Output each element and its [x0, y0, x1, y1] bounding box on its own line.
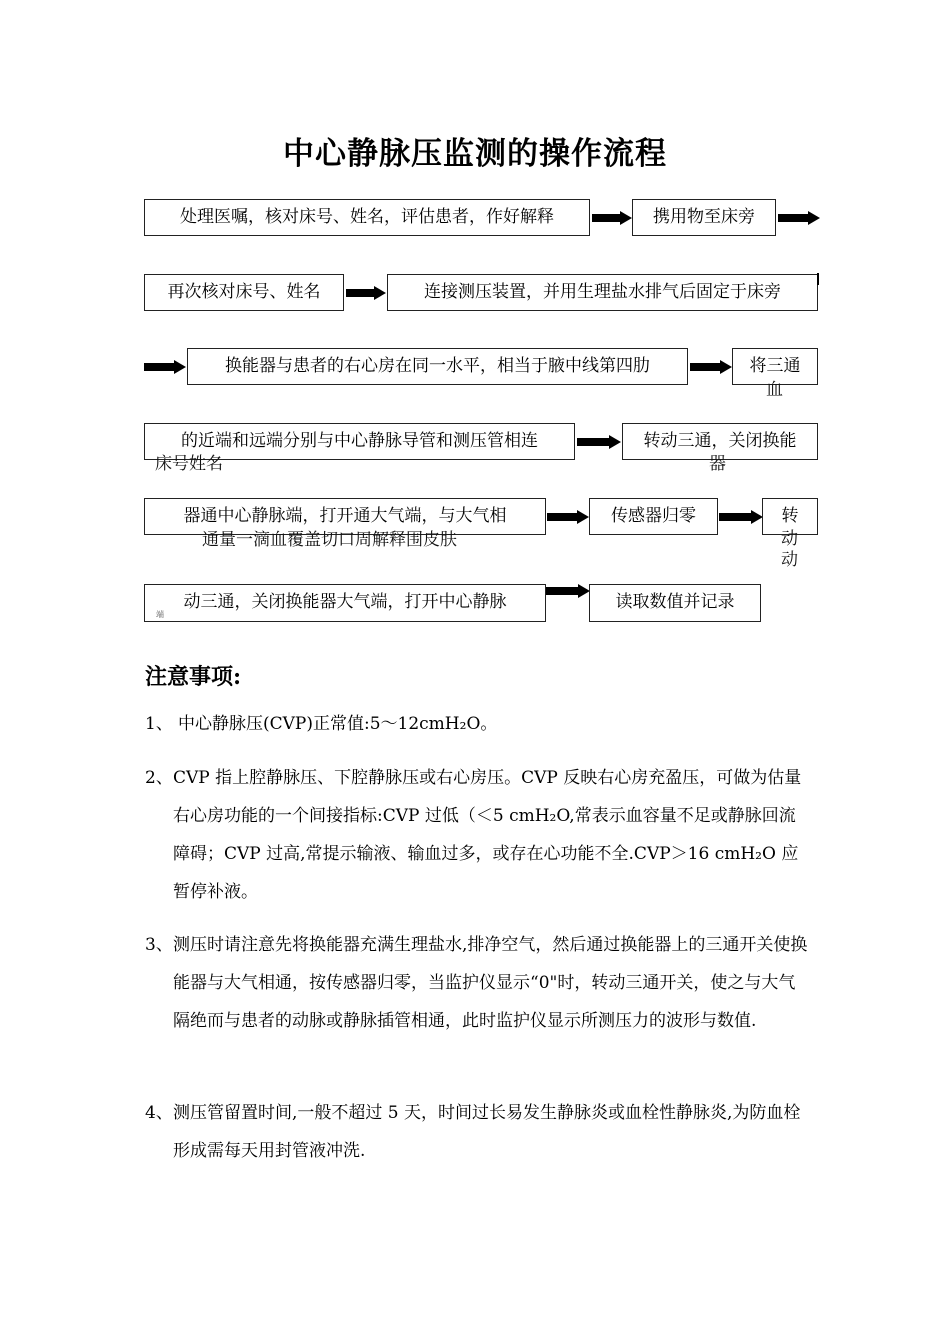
flow-arrow — [346, 286, 386, 300]
flow-step-close-air — [144, 584, 546, 622]
flow-step-zero-sensor — [589, 498, 718, 535]
flow-overflow-text: 床号姓名 — [155, 454, 223, 474]
flow-overflow-text: 动 — [781, 550, 798, 570]
flow-step-text: 器通中心静脉端，打开通大气端，与大气相 — [183, 506, 507, 526]
note-text: 中心静脉压(CVP)正常值:5～12cmH₂O。 — [178, 714, 498, 734]
flow-step-process-orders — [144, 199, 590, 236]
flow-step-text: 读取数值并记录 — [615, 592, 735, 612]
flow-arrow — [690, 360, 732, 374]
note-number: 3、 — [145, 935, 173, 955]
flow-step-text: 转 — [781, 506, 799, 526]
flow-step-text: 转动三通，关闭换能 — [643, 431, 797, 451]
flow-step-text: 的近端和远端分别与中心静脉导管和测压管相连 — [181, 431, 538, 451]
flow-step-text: 动三通，关闭换能器大气端，打开中心静脉 — [183, 592, 507, 612]
flow-arrow — [778, 211, 820, 225]
note-text: 测压管留置时间,一般不超过 5 天，时间过长易发生静脉炎或血栓性静脉炎,为防血栓形成需每天用封管液冲洗. — [173, 1103, 801, 1161]
flow-overflow-text: 端 — [156, 610, 164, 619]
notes-heading: 注意事项: — [145, 664, 242, 690]
flow-step-text: 携用物至床旁 — [653, 207, 755, 227]
flow-overflow-text: 动 — [781, 529, 798, 549]
flow-step-read-record — [589, 584, 761, 622]
edge-mark — [817, 273, 819, 285]
flow-step-recheck — [144, 274, 344, 311]
flow-overflow-text: 器 — [709, 454, 726, 474]
flow-step-bring-supplies — [632, 199, 776, 236]
flow-step-text: 将三通 — [749, 356, 801, 376]
flow-arrow — [546, 584, 590, 598]
flow-step-text: 连接测压装置，并用生理盐水排气后固定于床旁 — [424, 282, 781, 302]
note-number: 2、 — [145, 768, 173, 788]
note-item — [145, 1094, 810, 1170]
flow-arrow — [592, 211, 632, 225]
note-item — [145, 759, 810, 911]
flow-step-level-transducer — [187, 348, 688, 385]
flow-step-text: 处理医嘱，核对床号、姓名，评估患者，作好解释 — [180, 207, 554, 227]
flow-step-connect-device — [387, 274, 818, 311]
page-title: 中心静脉压监测的操作流程 — [283, 136, 667, 172]
flow-arrow — [577, 435, 621, 449]
note-item — [145, 926, 810, 1040]
flow-arrow — [719, 510, 763, 524]
note-item — [145, 705, 810, 743]
flow-overflow-text: 血 — [766, 380, 783, 400]
flow-step-text: 传感器归零 — [611, 506, 696, 526]
flow-step-text: 换能器与患者的右心房在同一水平，相当于腋中线第四肋 — [225, 356, 650, 376]
flow-overflow-text: 通量一滴血覆盖切口周解释围皮肤 — [202, 530, 457, 550]
note-text: 测压时请注意先将换能器充满生理盐水,排净空气，然后通过换能器上的三通开关使换能器与大气相通，按传感器归零，当监护仪显示“0"时，转动三通开关，使之与大气隔绝而与患者的动脉或静脉插管相通，此时监护仪显示所测压力的波形与数值. — [173, 935, 808, 1031]
flow-arrow — [547, 510, 589, 524]
note-text: CVP 指上腔静脉压、下腔静脉压或右心房压。CVP 反映右心房充盈压，可做为估量右心房功能的一个间接指标:CVP 过低（＜5 cmH₂O,常表示血容量不足或静脉回流障碍；CVP 过高,常提示输液、输血过多，或存在心功能不全.CVP＞16 cmH₂O 应暂停补液。 — [173, 768, 802, 902]
flow-step-text: 再次核对床号、姓名 — [167, 282, 321, 302]
note-number: 1、 — [145, 714, 173, 734]
flow-arrow — [144, 360, 186, 374]
note-number: 4、 — [145, 1103, 173, 1123]
